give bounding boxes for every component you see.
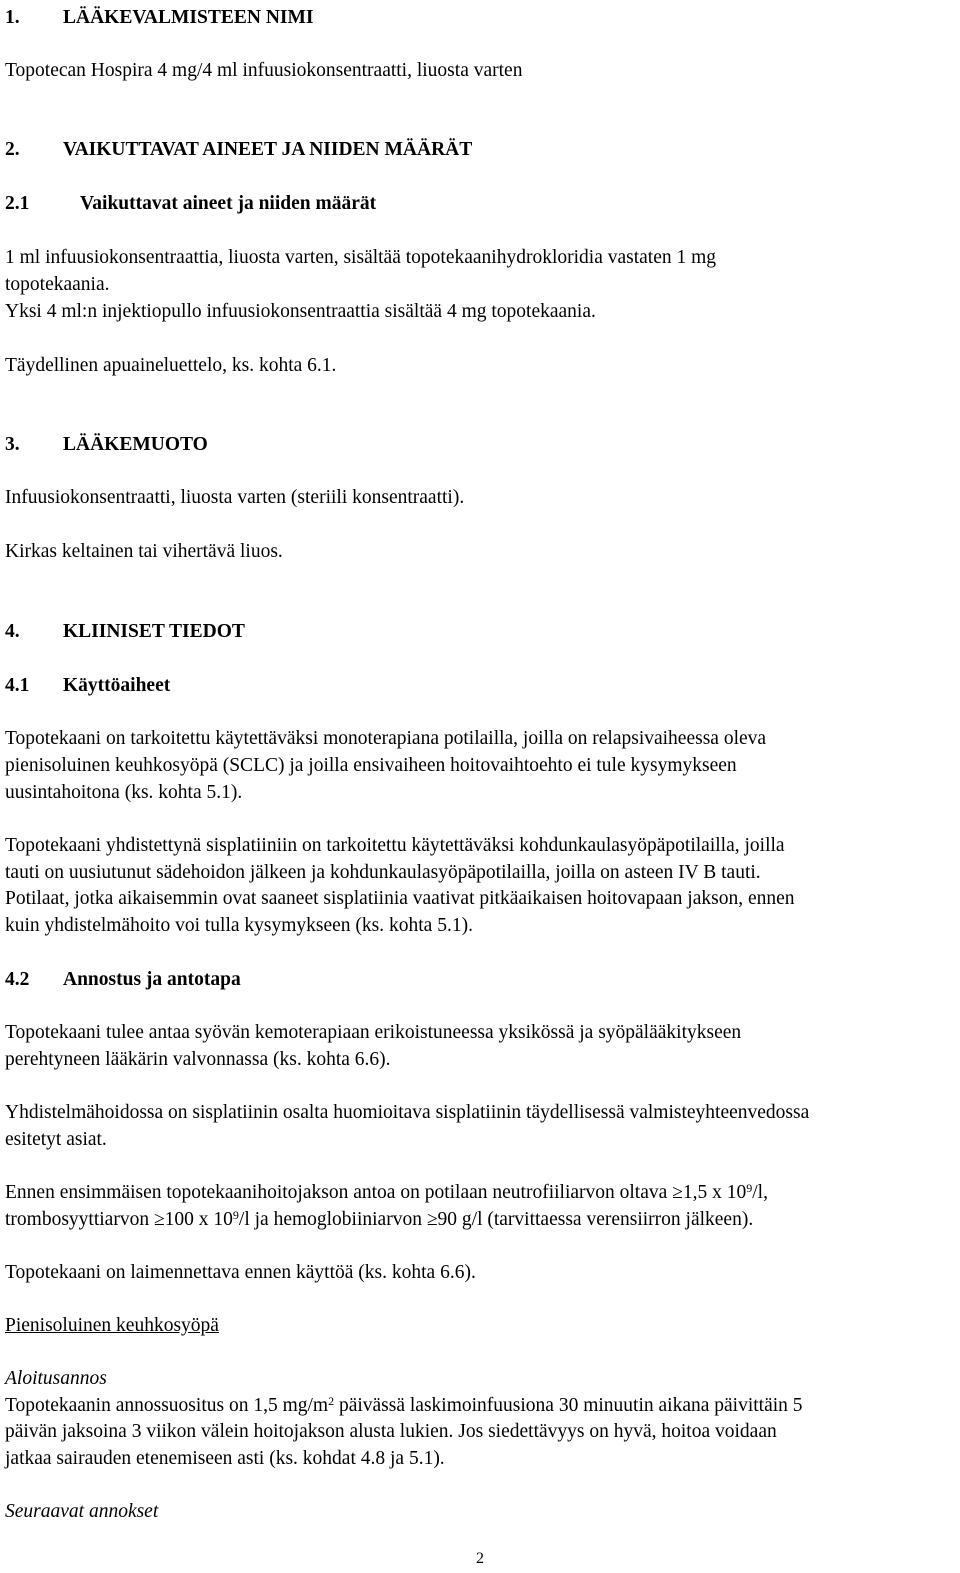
composition-line: Yksi 4 ml:n injektiopullo infuusiokonsentraattia sisältää 4 mg topotekaania. [5, 301, 596, 322]
posology-line: Topotekaani on laimennettava ennen käyttöä (ks. kohta 6.6). [5, 1262, 476, 1283]
start-dose-heading: Aloitusannos [5, 1368, 107, 1389]
section-4-2-heading: 4.2 Annostus ja antotapa [5, 969, 241, 990]
indication-line: Topotekaani on tarkoitettu käytettäväksi monoterapiana potilailla, joilla on relapsivaiheessa oleva [5, 728, 767, 749]
section-2-1-heading: 2.1 Vaikuttavat aineet ja niiden määrät [5, 193, 377, 214]
posology-line: esitetyt asiat. [5, 1129, 107, 1150]
section-2-heading: 2. VAIKUTTAVAT AINEET JA NIIDEN MÄÄRÄT [5, 139, 473, 160]
form-line: Infuusiokonsentraatti, liuosta varten (steriili konsentraatti). [5, 487, 465, 508]
excipients-reference: Täydellinen apuaineluettelo, ks. kohta 6.1. [5, 355, 337, 376]
posology-line: trombosyyttiarvon ≥100 x $10^9/l$ ja hemoglobiiniarvon ≥90 g/l (tarvittaessa verensiirron jälkeen). [5, 1208, 754, 1230]
section-4-heading: 4. KLIINISET TIEDOT [5, 621, 245, 642]
form-line: Kirkas keltainen tai vihertävä liuos. [5, 541, 283, 562]
posology-line: perehtyneen lääkärin valvonnassa (ks. kohta 6.6). [5, 1049, 391, 1070]
posology-line: Topotekaanin annossuositus on 1,5 $mg/m^2$ päivässä laskimoinfuusiona 30 minuutin aikana päivittäin 5 [5, 1394, 803, 1416]
section-3-heading: 3. LÄÄKEMUOTO [5, 434, 208, 455]
indication-line: kuin yhdistelmähoito voi tulla kysymykseen (ks. kohta 5.1). [5, 915, 473, 936]
posology-line: Topotekaani tulee antaa syövän kemoterapiaan erikoistuneessa yksikössä ja syöpälääkitykseen [5, 1022, 742, 1043]
section-1-heading: 1. LÄÄKEVALMISTEEN NIMI [5, 7, 314, 28]
next-doses-heading: Seuraavat annokset [5, 1501, 159, 1522]
indication-line: pienisoluinen keuhkosyöpä (SCLC) ja joilla ensivaiheen hoitovaihtoehto ei tule kysymykseen [5, 755, 737, 776]
indication-line: Potilaat, jotka aikaisemmin ovat saaneet sisplatiinia vaativat pitkäaikaisen hoitovapaan jakson, ennen [5, 888, 795, 909]
posology-line: päivän jaksoina 3 viikon välein hoitojakson alusta lukien. Jos siedettävyys on hyvä, hoitoa voidaan [5, 1421, 777, 1442]
indication-line: Topotekaani yhdistettynä sisplatiiniin on tarkoitettu käytettäväksi kohdunkaulasyöpäpotilailla, joilla [5, 835, 785, 856]
indication-line: uusintahoitona (ks. kohta 5.1). [5, 782, 243, 803]
posology-line: jatkaa sairauden etenemiseen asti (ks. kohdat 4.8 ja 5.1). [5, 1448, 445, 1469]
product-name: Topotecan Hospira 4 mg/4 ml infuusiokonsentraatti, liuosta varten [5, 60, 523, 81]
page-number: 2 [476, 1550, 484, 1567]
composition-line: topotekaania. [5, 274, 110, 295]
posology-line: Ennen ensimmäisen topotekaanihoitojakson antoa on potilaan neutrofiiliarvon oltava ≥1,5 x $10^9/l$, [5, 1181, 768, 1203]
indication-line: tauti on uusiutunut sädehoidon jälkeen ja kohdunkaulasyöpäpotilailla, joilla on asteen IV B tauti. [5, 862, 761, 883]
posology-line: Yhdistelmähoidossa on sisplatiinin osalta huomioitava sisplatiinin täydellisessä valmisteyhteenvedossa [5, 1102, 810, 1123]
subheading-sclc: Pienisoluinen keuhkosyöpä [5, 1315, 219, 1336]
section-4-1-heading: 4.1 Käyttöaiheet [5, 675, 171, 696]
composition-line: 1 ml infuusiokonsentraattia, liuosta varten, sisältää topotekaanihydrokloridia vastaten 1 mg [5, 247, 717, 268]
